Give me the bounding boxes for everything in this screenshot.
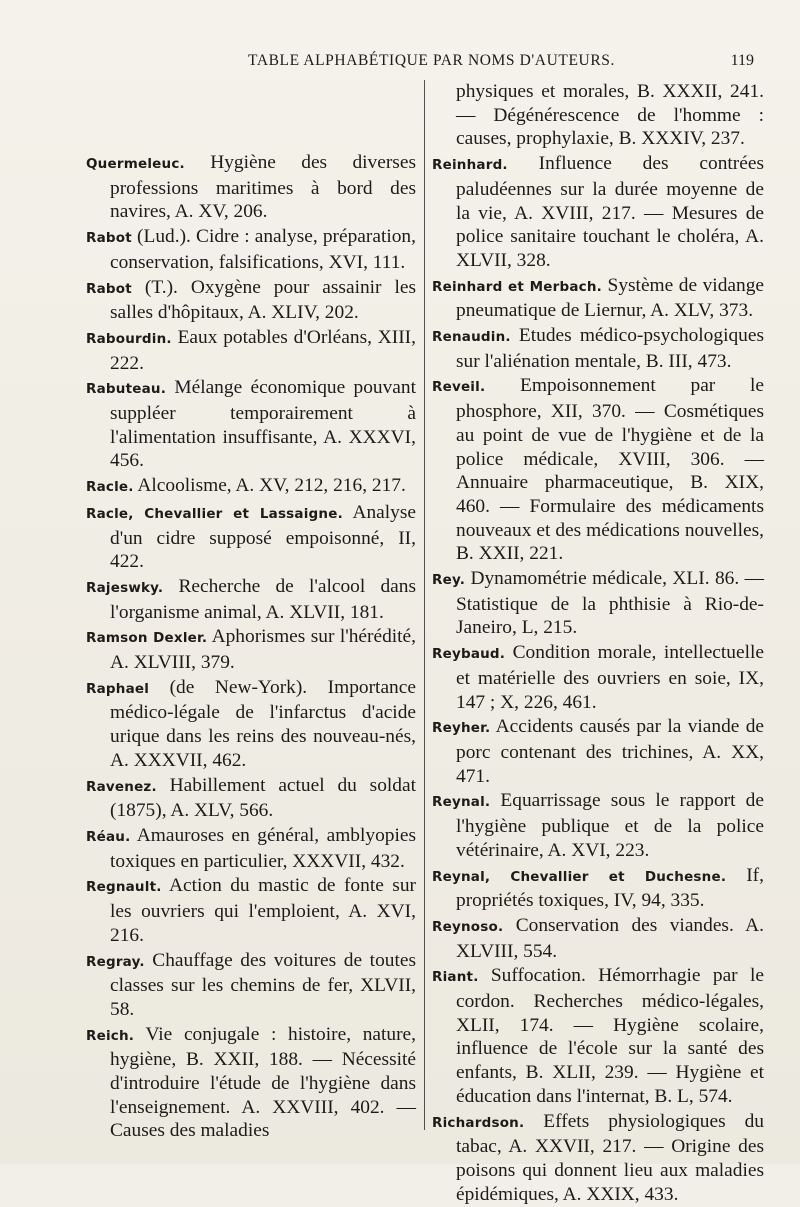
page-number: 119 — [730, 52, 754, 69]
entry-author: Réau. — [86, 828, 131, 845]
entry-author: Riant. — [432, 969, 479, 986]
index-entry — [86, 151, 416, 224]
index-entry — [432, 914, 764, 963]
entry-text: Etudes médico-psychologiques sur l'aliénation mentale, B. III, 473. — [456, 325, 764, 372]
index-entry — [86, 949, 416, 1022]
entry-text: physiques et morales, B. XXXII, 241. — Dégénérescence de l'homme : causes, prophylaxie, B. XXXIV, 237. — [456, 81, 764, 150]
entry-author: Reynal, Chevallier et Duchesne. — [432, 868, 727, 885]
left-column — [86, 80, 416, 1144]
entry-text: Analyse d'un cidre supposé empoisonné, II, 422. — [110, 501, 416, 573]
entry-author: Reveil. — [432, 379, 486, 396]
index-entry — [432, 964, 764, 1108]
entry-author-suffix: (T.). — [144, 276, 178, 298]
right-column — [432, 80, 764, 1207]
entry-text: Hygiène des diverses professions maritimes à bord des navires, A. XV, 206. — [110, 152, 416, 223]
entry-author: Reinhard. — [432, 157, 508, 174]
entry-text: Recherche de l'alcool dans l'organisme animal, A. XLVII, 181. — [110, 575, 416, 623]
entry-author: Ramson Dexler. — [86, 630, 208, 647]
entry-text: Chauffage des voitures de toutes classes sur les chemins de fer, XLVII, 58. — [110, 949, 417, 1020]
entry-author: Rabot — [86, 280, 132, 297]
entry-author: Racle. — [86, 479, 134, 496]
entry-text: Accidents causés par la viande de porc contenant des trichines, A. XX, 471. — [456, 716, 764, 787]
index-entry — [86, 824, 416, 873]
entry-author: Regray. — [86, 953, 145, 970]
entry-author: Renaudin. — [432, 329, 511, 346]
entry-text: Vie conjugale : histoire, nature, hygiène, B. XXII, 188. — Nécessité d'introduire l'étude de l'hygiène dans l'enseignement. A. XXVIII, 402. — Causes des maladies — [110, 1023, 417, 1142]
entry-text: Aphorismes sur l'hérédité, A. XLVIII, 379. — [110, 626, 416, 674]
entry-author: Raphael — [86, 680, 150, 697]
index-entry — [432, 641, 764, 714]
index-entry — [86, 575, 416, 624]
entry-text: Suffocation. Hémorrhagie par le cordon. Recherches médico-légales, XLII, 174. — Hygiène scolaire, influence de l'école sur la santé des enfants, B. XLII, 239. — Hygiène et éducation dans l'internat, B. L, 574. — [456, 965, 764, 1107]
index-entry — [86, 1023, 416, 1144]
entry-text: Mélange économique pouvant suppléer temporairement à l'alimentation insuffisante, A. XXXVI, 456. — [110, 377, 416, 472]
index-entry — [86, 874, 416, 947]
entry-author: Racle, Chevallier et Lassaigne. — [86, 505, 343, 522]
entry-text: Equarrissage sous le rapport de l'hygiène publique et de la police vétérinaire, A. XVI, 223. — [456, 790, 764, 861]
entry-author: Rey. — [432, 572, 466, 589]
index-entry — [432, 274, 764, 323]
column-divider — [424, 80, 425, 1130]
index-entry — [432, 152, 764, 273]
index-entry — [86, 376, 416, 473]
entry-author: Rabourdin. — [86, 330, 172, 347]
entry-text: If, propriétés toxiques, IV, 94, 335. — [456, 864, 764, 912]
entry-text: Empoisonnement par le phosphore, XII, 370. — Cosmétiques au point de vue de l'hygiène et de la police médicale, XVIII, 306. — Annuaire pharmaceutique, B. XIX, 460. — Formulaire des médicaments nouveaux et des médications nouvelles, B. XXII, 221. — [456, 375, 764, 565]
entry-text: Influence des contrées paludéennes sur la durée moyenne de la vie, A. XVIII, 217. — Mesures de police sanitaire touchant le choléra, A. XLVII, 328. — [456, 153, 764, 271]
page-header — [80, 48, 760, 78]
entry-text: Habillement actuel du soldat (1875), A. XLV, 566. — [110, 774, 416, 822]
index-entry — [432, 789, 764, 862]
entry-author: Rabot — [86, 230, 132, 247]
entry-author: Reybaud. — [432, 646, 506, 663]
entry-author-suffix: (de New-York). — [169, 676, 308, 698]
entry-author: Rabuteau. — [86, 381, 167, 398]
index-entry — [86, 774, 416, 823]
entry-text: Conservation des viandes. A. XLVIII, 554. — [456, 914, 764, 962]
entry-text: Oxygène pour assainir les salles d'hôpitaux, A. XLIV, 202. — [110, 276, 416, 324]
entry-author: Reich. — [86, 1027, 135, 1044]
index-entry — [86, 501, 416, 574]
entry-author: Reinhard et Merbach. — [432, 278, 602, 295]
index-entry — [86, 225, 416, 274]
running-title: TABLE ALPHABÉTIQUE PAR NOMS D'AUTEURS. — [248, 52, 615, 69]
entry-text: Action du mastic de fonte sur les ouvriers qui l'emploient, A. XVI, 216. — [110, 875, 416, 946]
entry-text: Condition morale, intellectuelle et matérielle des ouvriers en soie, IX, 147 ; X, 226, 461. — [456, 642, 764, 713]
entry-text: Importance médico-légale de l'infarctus d'acide urique dans les reins des nouveau-nés, A. XXXVII, 462. — [110, 676, 416, 771]
entry-author: Rajeswky. — [86, 579, 164, 596]
index-entry — [432, 567, 764, 640]
entry-author: Regnault. — [86, 879, 162, 896]
index-entry — [432, 324, 764, 373]
entry-text: Cidre : analyse, préparation, conservation, falsifications, XVI, 111. — [110, 226, 416, 273]
entry-text: Système de vidange pneumatique de Liernur, A. XLV, 373. — [456, 274, 764, 322]
entry-author: Reyher. — [432, 720, 491, 737]
index-entry — [86, 276, 416, 325]
index-entry — [432, 864, 764, 913]
index-entry — [432, 1110, 764, 1207]
entry-author-suffix: (Lud.). — [137, 226, 191, 248]
entry-text: Effets physiologiques du tabac, A. XXVII, 217. — Origine des poisons qui donnent lieu aux maladies épidémiques, A. XXIX, 433. — [456, 1110, 764, 1205]
entry-author: Reynal. — [432, 794, 491, 811]
index-entry — [86, 676, 416, 773]
entry-author: Richardson. — [432, 1114, 525, 1131]
index-entry — [86, 326, 416, 375]
entry-author: Ravenez. — [86, 778, 157, 795]
index-entry — [86, 625, 416, 674]
index-entry — [432, 374, 764, 566]
left-column-top-space — [86, 80, 416, 151]
entry-text: Eaux potables d'Orléans, XIII, 222. — [110, 326, 416, 374]
index-entry — [432, 715, 764, 788]
entry-text: Dynamométrie médicale, XLI. 86. — Statistique de la phthisie à Rio-de-Janeiro, L, 215. — [456, 568, 764, 639]
index-entry — [86, 474, 416, 500]
entry-author: Reynoso. — [432, 918, 504, 935]
index-entry — [432, 80, 764, 151]
entry-text: Amauroses en général, amblyopies toxiques en particulier, XXXVII, 432. — [110, 824, 416, 872]
entry-text: Alcoolisme, A. XV, 212, 216, 217. — [137, 475, 406, 497]
entry-author: Quermeleuc. — [86, 156, 185, 172]
